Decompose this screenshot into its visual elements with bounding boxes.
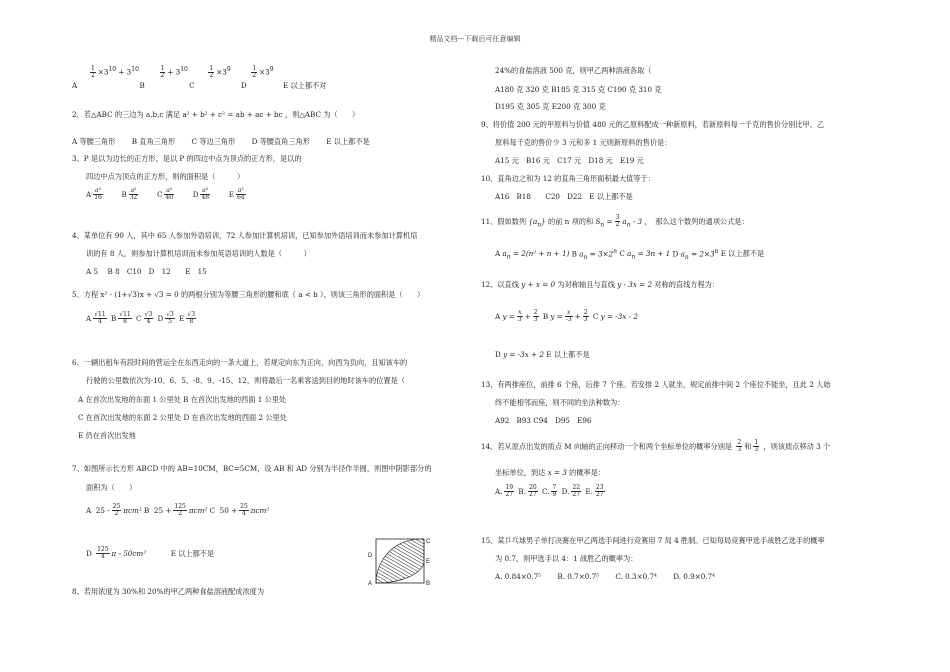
q15-line2: 为 0.7，则甲选手以 4：1 战胜乙的概率为： — [495, 554, 638, 563]
q10-stem: 10、直角边之和为 12 的直角三角形面积最大值等于： — [481, 174, 655, 183]
label-b: B — [426, 581, 431, 587]
q14-options: A. $\frac{19}{27}$ B. $\frac{20}{27}$ C. $\frac{7}{9}$ D. $\frac{22}{27}$ E. $\frac{23}{27}$ — [495, 484, 604, 499]
q7-options-ABC: A 25 - $\frac{25}{2}$ πcm² B 25 + $\frac{125}{2}$ πcm² C 50 + $\frac{25}{4}$ πcm² — [86, 503, 270, 518]
q14-line1: 14、若从原点出发的质点 M 向轴的正向移动一个和两个坐标单位的概率分别是 $\frac{2}{3}$ 和 $\frac{1}{3}$ ，则该质点移动 3 个 — [481, 439, 831, 454]
q15-options: A. 0.84×0.7⁵ B. 0.7×0.7⁵ C. 0.3×0.7⁴ D. 0.9×0.7⁴ — [495, 572, 716, 581]
q14-line2: 坐标单位，到达 x = 3 的概率是： — [495, 468, 606, 477]
q6-line1: 6、一辆出租车有段时间的营运全在东西走向的一条大道上，若规定向东为正向，向西为负向，且知该车的 — [72, 358, 408, 367]
q13-line1: 13、有两排座位，前排 6 个座，后排 7 个座。若安排 2 人就坐，规定前排中间 2 个座位不能坐，且此 2 人始 — [481, 380, 831, 389]
q13-line2: 终不能相邻而座，则不同的坐法种数为： — [495, 398, 625, 407]
q12-options-ABC: A y = $\frac{x}{3}$ + $\frac{2}{3}$ B y = $\frac{x}{-3}$ + $\frac{2}{3}$ C y = -3x - 2 — [495, 309, 638, 324]
q5-options: A $\frac{√11}{4}$ B $\frac{√11}{8}$ C $\frac{√3}{4}$ D $\frac{√3}{5}$ E $\frac{√3}{8}$ — [86, 311, 196, 326]
q6-line2: 行驶的公里数依次为-10、6、5、-8、9、-15、12，则将最后一名乘客送到目的地时该车的位置是（ — [86, 376, 405, 385]
q12-options-DE: D y = -3x + 2 E 以上都不是 — [495, 350, 590, 359]
q7-options-DE: D $\frac{125}{4}$ π - 50cm² E 以上都不是 — [86, 546, 215, 561]
label-a: A — [368, 581, 373, 587]
q9-line2: 原料每千克的售价少 3 元和多 1 元则新原料的售价是： — [495, 138, 672, 147]
q8-cont-line3: D195 克 305 克 E200 克 300 克 — [495, 102, 606, 111]
label-c: C — [426, 539, 431, 545]
page-header: 精品文档---下载后可任意编辑 — [429, 35, 521, 43]
q13-options: A92 B93 C94 D95 E96 — [495, 416, 592, 425]
q8-cont-line1: 24%的食盐溶液 500 克，则甲乙两种溶液各取（ — [495, 66, 652, 75]
q4-line2: 训的有 8 人，则参加计算机培训而未参加英语培训的人数是（ ） — [86, 249, 311, 258]
q12-stem: 12、以直线 y + x = 0 为对称轴且与直线 y - 3x = 2 对称的直线方程为： — [481, 280, 720, 289]
q6-optE: E 仍在首次出发地 — [78, 431, 136, 440]
q9-line1: 9、将价值 200 元的甲原料与价值 480 元的乙原料配成一种新原料，若新原料每一千克的售价分别比甲、乙 — [481, 120, 825, 129]
q4-options: A 5 B 8 C10 D 12 E 15 — [86, 267, 207, 276]
label-e: E — [426, 559, 431, 565]
q3-line2: 四边中点为顶点的正方形，则的面积是（ ） — [86, 172, 245, 181]
q11-options: A $a_n = 2(n^2 + n + 1)$ B $a_n = 3\times 2^n$ C $a_n = 3n + 1$ D $a_n = 2\times 3^n$ E 以上都不是 — [495, 248, 765, 261]
q11-stem: 11、假如数列 $\{a_n\}$ 的前 n 项的和 $S_n$ = $\frac{3}{2}$ $a_n - 3$ ， 那么这个数列的通项公式是： — [481, 214, 749, 229]
q5-stem: 5、方程 x² - (1+√3)x + √3 = 0 的两根分别为等腰三角形的腰和底（ a < b ），则该三角形的面积是（ ） — [72, 290, 425, 299]
q4-line1: 4、某单位有 90 人，其中 65 人参加外语培训，72 人参加计算机培训，已知参加外语培训而未参加计算机培 — [72, 231, 418, 240]
q6-optA-B: A 在首次出发地的东面 1 公里处 B 在首次出发地的西面 1 公里处 — [78, 395, 287, 404]
q1-option-letters: A B C D E 以上都不对 — [72, 81, 327, 90]
q6-optC-D: C 在首次出发地的东面 2 公里处 D 在首次出发地的西面 2 公里处 — [78, 413, 287, 422]
q1-options: $\frac{1}{2}$ $\times 3^{10} + 3^{10}$ $\frac{1}{2}$ + $3^{10}$ $\frac{1}{2}$ $\times 3^9$ $\frac{1}{2}$ $\times 3^9$ — [91, 65, 274, 80]
q2-stem: 2、若△ABC 的三边为 a,b,c 满足 a² + b² + c² = ab + ac + bc ，则△ABC 为（ ） — [72, 110, 360, 119]
q3-line1: 3、P 是以为边长的正方形，是以 P 的四边中点为顶点的正方形，是以的 — [72, 154, 302, 163]
rectangle-semicircle-figure — [366, 535, 436, 591]
q7-line2: 面积为（ ） — [86, 483, 137, 492]
q3-options: A $\frac{\text{a²}}{16}$ B $\frac{\text{a²}}{32}$ C $\frac{\text{a²}}{40}$ D $\frac{\text{a²}}{48}$ E $\frac{\text{a²}}{64}$ — [86, 187, 245, 202]
q9-options: A15 元 B16 元 C17 元 D18 元 E19 元 — [495, 156, 644, 165]
q15-line1: 15、某乒乓球男子单打决赛在甲乙两选手间进行竞赛用 7 局 4 胜制。已知每局竞赛甲选手战胜乙选手的概率 — [481, 536, 825, 545]
q2-options: A 等腰三角形 B 直角三角形 C 等边三角形 D 等腰直角三角形 E 以上都不是 — [72, 137, 370, 146]
q7-line1: 7、如图所示长方形 ABCD 中的 AB=10CM，BC=5CM，设 AB 和 AD 分别为半径作半圆，则图中阴影部分的 — [72, 464, 432, 473]
q8-stem: 8、若用浓度为 30%和 20%的甲乙两种食盐溶液配成浓度为 — [72, 587, 265, 596]
label-d: D — [368, 553, 373, 559]
q8-cont-line2: A180 克 320 克 B185 克 315 克 C190 克 310 克 — [495, 85, 662, 94]
q10-options: A16 B18 C20 D22 E 以上都不是 — [495, 192, 633, 201]
